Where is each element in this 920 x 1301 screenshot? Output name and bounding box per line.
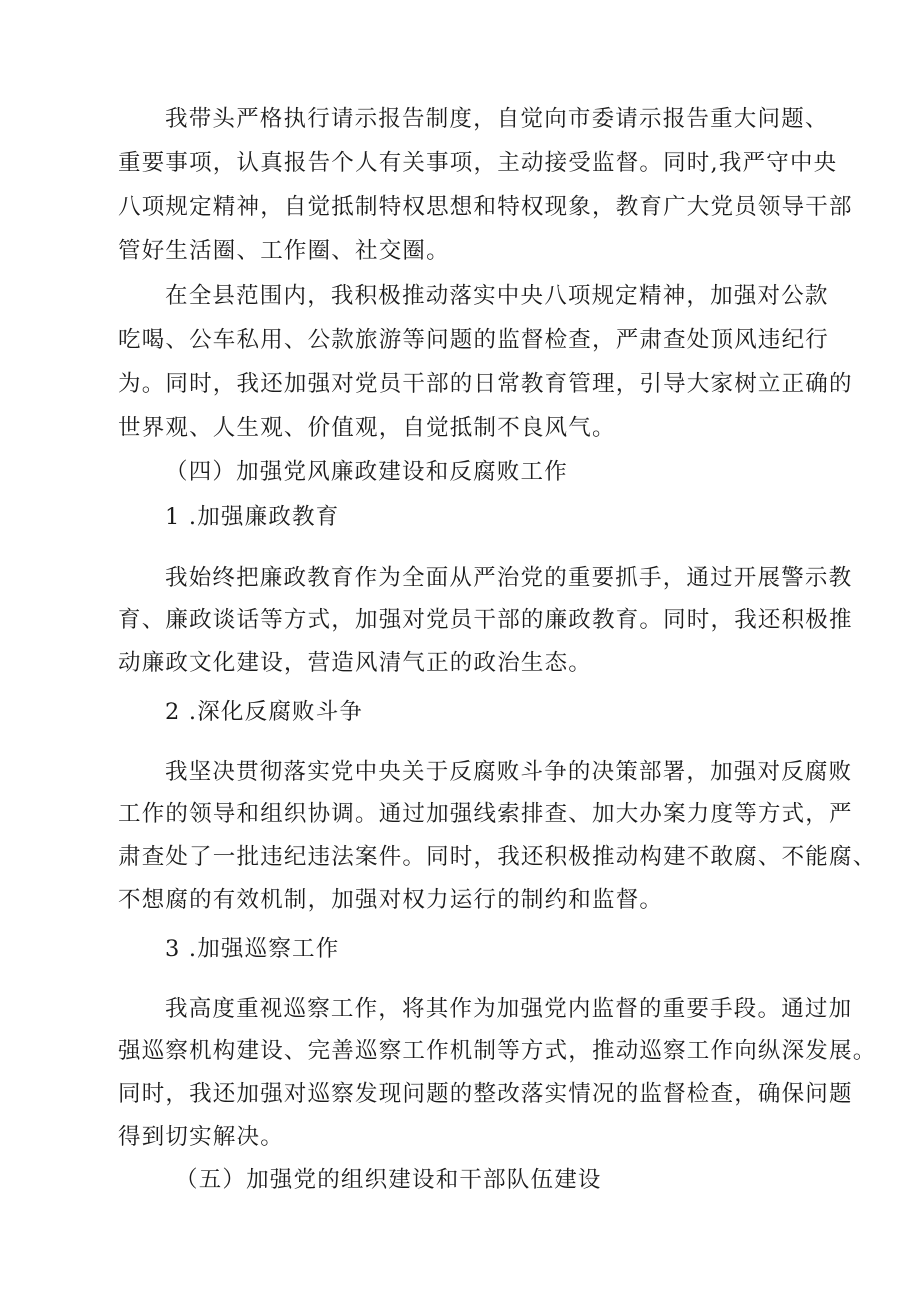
paragraph-line: 管好生活圈、工作圈、社交圈。 [118, 238, 450, 264]
paragraph-line: 重要事项，认真报告个人有关事项，主动接受监督。同时,我严守中央 [118, 150, 838, 176]
paragraph-line: 我带头严格执行请示报告制度，自觉向市委请示报告重大问题、 [165, 106, 829, 132]
subsection-heading: 2 .深化反腐败斗争 [165, 699, 364, 725]
paragraph-line: 育、廉政谈话等方式，加强对党员干部的廉政教育。同时，我还积极推 [118, 607, 853, 633]
paragraph-line: 我坚决贯彻落实党中央关于反腐败斗争的决策部署，加强对反腐败 [165, 759, 853, 785]
subsection-heading: 1 .加强廉政教育 [165, 504, 340, 530]
paragraph-line: 我高度重视巡察工作，将其作为加强党内监督的重要手段。通过加 [165, 996, 853, 1022]
paragraph-line: 八项规定精神，自觉抵制特权思想和特权现象，教育广大党员领导干部 [118, 194, 853, 220]
paragraph-line: 不想腐的有效机制，加强对权力运行的制约和监督。 [118, 887, 664, 913]
paragraph-line: 动廉政文化建设，营造风清气正的政治生态。 [118, 650, 593, 676]
paragraph-line: 世界观、人生观、价值观，自觉抵制不良风气。 [118, 415, 616, 441]
paragraph-line: 工作的领导和组织协调。通过加强线索排查、加大办案力度等方式，严 [118, 801, 853, 827]
paragraph-line: 我始终把廉政教育作为全面从严治党的重要抓手，通过开展警示教 [165, 565, 853, 591]
section-heading: （五）加强党的组织建设和干部队伍建设 [175, 1167, 602, 1193]
paragraph-line: 为。同时，我还加强对党员干部的日常教育管理，引导大家树立正确的 [118, 371, 853, 397]
paragraph-line: 得到切实解决。 [118, 1124, 284, 1150]
paragraph-line: 吃喝、公车私用、公款旅游等问题的监督检查，严肃查处顶风违纪行 [118, 327, 830, 353]
paragraph-line: 强巡察机构建设、完善巡察工作机制等方式，推动巡察工作向纵深发展。 [118, 1038, 877, 1064]
subsection-heading: 3 .加强巡察工作 [165, 936, 340, 962]
paragraph-line: 同时，我还加强对巡察发现问题的整改落实情况的监督检查，确保问题 [118, 1081, 853, 1107]
section-heading: （四）加强党风廉政建设和反腐败工作 [165, 459, 568, 485]
paragraph-line: 肃查处了一批违纪违法案件。同时，我还积极推动构建不敢腐、不能腐、 [118, 844, 877, 870]
paragraph-line: 在全县范围内，我积极推动落实中央八项规定精神，加强对公款 [165, 283, 829, 309]
